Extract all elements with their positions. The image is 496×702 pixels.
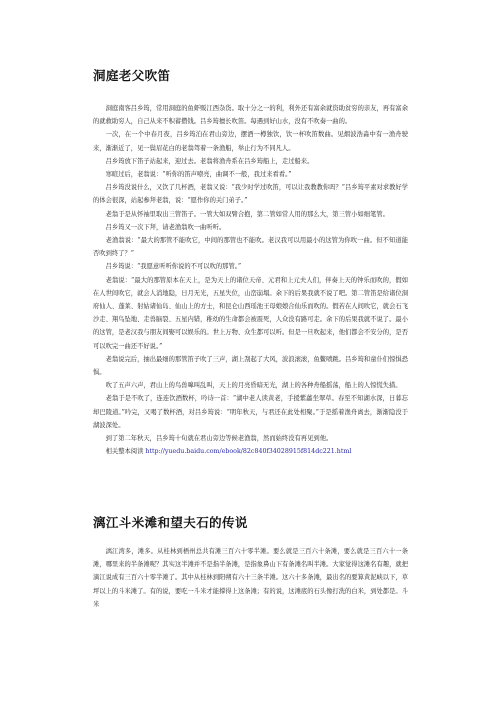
article-dongting (93, 66, 408, 458)
article-title: 漓江斗米滩和望夫石的传说 (93, 515, 248, 530)
paragraph: 一次，在一个中春月夜，吕乡筠泊在君山旁边，摆酒一樽独饮，饮一杯吹笛数曲。见烟波浩淼中有一渔舟驶来，渐渐近了，见一鬓眉花白的老翁驾着一条渔船，举止行为不同凡人。 (93, 131, 408, 152)
article-lijiang (93, 513, 408, 611)
paragraph: 吕乡筠说：“我愿意听听你说的不可以吹的那管。” (105, 263, 242, 271)
paragraph: 到了第二年秋天，吕乡筠十旬就在君山旁边等候老渔翁，然而始终没有再见到他。 (105, 435, 333, 443)
paragraph: 老渔翁说：“最大的那管不能吹它，中间的那管也不能吹。老汉我可以用最小的这管为你吹一曲。但不知道能否吹到终了？” (93, 237, 408, 258)
article-title: 洞庭老父吹笛 (93, 68, 171, 83)
paragraph: 吕乡筠又一次下拜，请老渔翁吹一曲听听。 (105, 223, 226, 231)
paragraph: 漓江湾多，滩多。从桂林到梧州总共有滩三百六十零半滩。要么就是三百六十条滩，要么就是三百六十一条滩，哪里来的半条滩呢？其实这半滩并不是指半条滩，是指象鼻山下有条滩名叫半滩。大家觉得这滩名有趣，就把滴江说成有三百六十零半滩了。其中从桂林到阳朔有六十三条半滩。这六十多条滩，最出名的要算黄泥峡以下，草坪以上的斗米滩了。有的说，要吃一斗米才能撑得上这条滩；有的说，这滩底的石头像打洗的白米，到处都是。斗米 (93, 548, 408, 608)
related-reading-label: 相关整本阅读 (105, 448, 144, 456)
paragraph: 吕乡筠没说什么，又饮了几杯酒，老翁又说：“我少时学过吹笛，可以让我教教你吗？”吕乡筠平素对求教好学的体会很深，站起参拜老翁，说：“愿作你的关门弟子。” (93, 184, 408, 205)
related-reading-link[interactable]: http://yuedu.baidu.com/ebook/82c840f34028915f814dc221.html (145, 448, 352, 456)
paragraph: 老翁说：“最大的那管原本在天上，是为天上的诸位天帝、元君和上元夫人们，伴奏上天的钟乐而吹的，假如在人世间吹它，就会人消地隐，日月无光，五星失位，山峦崩塌。余下的后果我就不说了吧。第二管笛是给诸位洞府仙人、蓬莱、射姑诸仙岛、仙山上的方士，和昆仑山西瑶池王母娘娘合仙乐而吹的。假若在人间吹它，就会石飞沙走、翔鸟坠地、走兽脑裂、五星内错，稚幼的生命都会被震死，人众没有路可走。余下的后果我就不说了。最小的这管，是老汉我与朋友间娶可以娱乐的。世上万物、众生都可以听。但是一旦吹起来，他们都会不安分的，是否可以吹完一曲还不好说。” (93, 276, 408, 350)
paragraph: 洞庭南客吕乡筠，常用洞庭的鱼虾贩江西杂货。取十分之一的利，利外还有富余就资助贫穷的亲友，再有富余的就救助穷人，自己从来不积蓄攒钱。吕乡筠擅长吹笛。每遇到好山水，没有不吹奏一曲的。 (93, 105, 408, 126)
paragraph: 老翁于是从怀袖里取出三管笛子。一管大如双臂合抱，第二管如常人用的那么大，第三管小如细笔管。 (105, 210, 389, 218)
paragraph: 吕乡筠放下笛子站起来，迎过去。老翁将渔舟系在吕乡筠船上，走过船来。 (105, 157, 314, 165)
paragraph: 老翁说完后，抽出最细的那管笛子吹了三声，湖上刮起了大风，波浪滚滚，鱼鳖喷跳。吕乡筠和童仆们惊惧恐惧。 (93, 355, 408, 377)
paragraph: 吹了五声六声，君山上的鸟兽嗥叫乱叫，天上的月亮昏暗无光，湖上的各种舟船摇荡，船上的人惊慌失措。 (105, 382, 402, 390)
related-reading (93, 445, 408, 458)
paragraph: 老翁于是不吹了，连连饮酒数杯，吟诗一首：“湖中老人读黄老，手援紫藟坐翠草。春至不知湖水深，日暮忘却巴陵道。”吟完，又喝了数杯酒，对吕乡筠说：“明年秋天，与君还在此处相聚。”于是摇着渔舟离去，渐渐隐没于湖波深处。 (93, 395, 408, 429)
paragraph: 寒暄过后，老翁说：“听你的笛声嘹亮，曲调不一般，我过来看看。” (105, 171, 292, 179)
